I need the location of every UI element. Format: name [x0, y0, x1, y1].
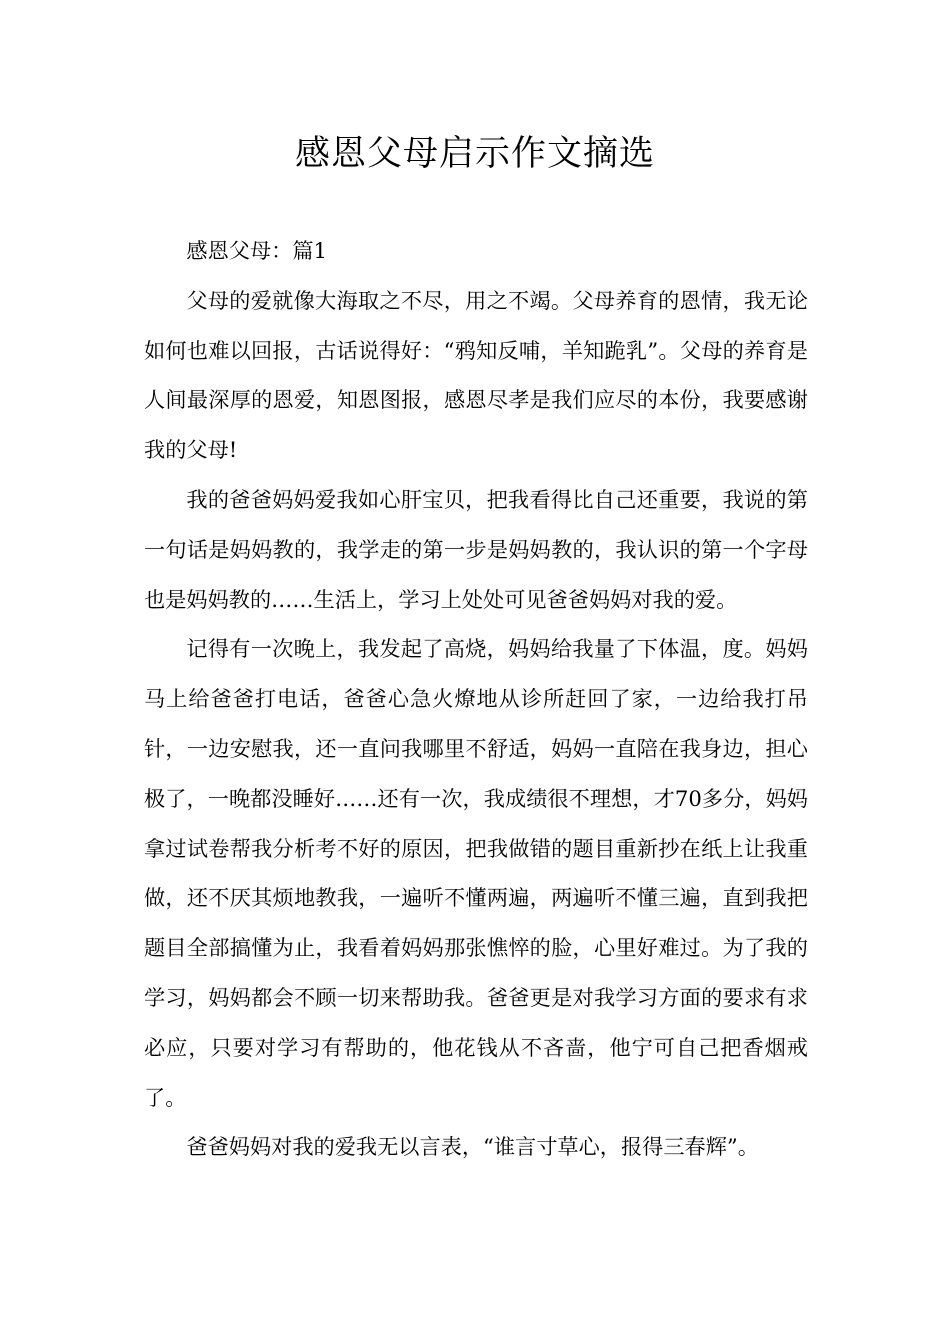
paragraph: 记得有一次晚上，我发起了高烧，妈妈给我量了下体温，度。妈妈马上给爸爸打电话，爸爸心急火燎地从诊所赶回了家，一边给我打吊针，一边安慰我，还一直问我哪里不舒适，妈妈一直陪在我身边，担心极了，一晚都没睡好……还有一次，我成绩很不理想，才70多分，妈妈拿过试卷帮我分析考不好的原因，把我做错的题目重新抄在纸上让我重做，还不厌其烦地教我，一遍听不懂两遍，两遍听不懂三遍，直到我把题目全部搞懂为止，我看着妈妈那张憔悴的脸，心里好难过。为了我的学习，妈妈都会不顾一切来帮助我。爸爸更是对我学习方面的要求有求必应，只要对学习有帮助的，他花钱从不吝啬，他宁可自己把香烟戒了。	[144, 636, 808, 1110]
paragraph: 爸爸妈妈对我的爱我无以言表，“谁言寸草心，报得三春辉”。	[186, 1134, 759, 1160]
document-title: 感恩父母启示作文摘选	[294, 134, 655, 174]
document-body	[144, 226, 808, 1172]
paragraph: 父母的爱就像大海取之不尽，用之不竭。父母养育的恩情，我无论如何也难以回报，古话说得好：“鸦知反哺，羊知跪乳”。父母的养育是人间最深厚的恩爱，知恩图报，感恩尽孝是我们应尽的本份，我要感谢我的父母!	[144, 287, 808, 463]
section-heading: 感恩父母：篇1	[186, 238, 327, 263]
paragraph: 我的爸爸妈妈爱我如心肝宝贝，把我看得比自己还重要，我说的第一句话是妈妈教的，我学走的第一步是妈妈教的，我认识的第一个字母也是妈妈教的……生活上，学习上处处可见爸爸妈妈对我的爱。	[144, 486, 808, 612]
